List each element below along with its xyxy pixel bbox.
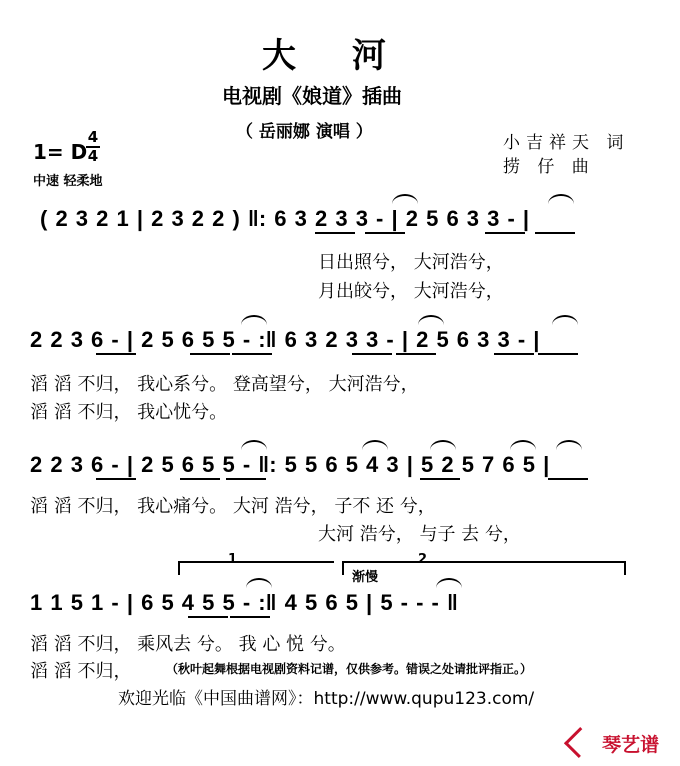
lyricist-credit: 小吉祥天 词 xyxy=(503,133,630,153)
tie-arc xyxy=(548,194,574,204)
beam-underline xyxy=(190,353,230,355)
key-signature: 1= D xyxy=(33,140,88,164)
staff-line-2-lyrics-1: 滔 滔 不归， 我心系兮。 登高望兮， 大河浩兮， xyxy=(30,374,419,395)
beam-underline xyxy=(180,478,220,480)
logo-text: 琴艺谱 xyxy=(602,734,660,756)
ritardando-marking: 渐慢 xyxy=(352,570,379,585)
staff-line-1-notes: ( 2 3 2 1 | 2 3 2 2 ) ‖: 6 3 2 3 3 - | 2 5 6 3 3 - | xyxy=(40,206,530,231)
volta-2-start xyxy=(342,561,344,575)
tie-arc xyxy=(362,440,388,450)
staff-line-3-lyrics-1: 滔 滔 不归， 我心痛兮。 大河 浩兮， 子不 还 兮， xyxy=(30,496,436,517)
beam-underline xyxy=(230,616,270,618)
tie-arc xyxy=(241,440,267,450)
tie-arc xyxy=(418,315,444,325)
logo-icon xyxy=(564,727,595,758)
beam-underline xyxy=(485,232,525,234)
song-title: 大 河 xyxy=(262,36,408,76)
time-top: 4 xyxy=(87,128,99,146)
beam-underline xyxy=(535,232,575,234)
volta-1-line xyxy=(178,561,334,563)
beam-underline xyxy=(548,478,588,480)
staff-line-4-lyrics-1: 滔 滔 不归， 乘风去 兮。 我 心 悦 兮。 xyxy=(30,634,346,655)
beam-underline xyxy=(365,232,405,234)
volta-2-end xyxy=(624,561,626,575)
beam-underline xyxy=(96,478,136,480)
song-subtitle: 电视剧《娘道》插曲 xyxy=(222,84,402,108)
beam-underline xyxy=(538,353,578,355)
tie-arc xyxy=(510,440,536,450)
volta-1-start xyxy=(178,561,180,575)
beam-underline xyxy=(494,353,534,355)
footnote: （秋叶起舞根据电视剧资料记谱，仅供参考。错误之处请批评指正。） xyxy=(166,662,533,676)
tempo-marking: 中速 轻柔地 xyxy=(33,174,103,189)
tie-arc xyxy=(246,578,272,588)
tie-arc xyxy=(436,578,462,588)
beam-underline xyxy=(420,478,460,480)
brand-logo xyxy=(568,730,659,757)
volta-1-label: 1 xyxy=(228,552,238,567)
tie-arc xyxy=(430,440,456,450)
staff-line-3-lyrics-2: 大河 浩兮， 与子 去 兮， xyxy=(318,524,521,545)
tie-arc xyxy=(241,315,267,325)
beam-underline xyxy=(315,232,355,234)
beam-underline xyxy=(396,353,436,355)
volta-2-label: 2 xyxy=(418,552,428,567)
composer-credit: 捞 仔 曲 xyxy=(503,157,595,177)
site-banner: 欢迎光临《中国曲谱网》：http://www.qupu123.com/ xyxy=(118,689,535,709)
singer-credit: （ 岳丽娜 演唱 ） xyxy=(236,122,373,142)
staff-line-2-notes: 2 2 3 6 - | 2 5 6 5 5 - :‖ 6 3 2 3 3 - | 2 5 6 3 3 - | xyxy=(30,327,540,352)
tie-arc xyxy=(392,194,418,204)
staff-line-2-lyrics-2: 滔 滔 不归， 我心忧兮。 xyxy=(30,402,228,423)
staff-line-4-lyrics-2: 滔 滔 不归， xyxy=(30,661,132,682)
staff-line-1-lyrics-2: 月出皎兮， 大河浩兮， xyxy=(318,281,504,302)
staff-line-1-lyrics-1: 日出照兮， 大河浩兮， xyxy=(318,252,504,273)
beam-underline xyxy=(226,478,266,480)
tie-arc xyxy=(556,440,582,450)
staff-line-3-notes: 2 2 3 6 - | 2 5 6 5 5 - ‖: 5 5 6 5 4 3 | 5 2 5 7 6 5 | xyxy=(30,452,550,477)
beam-underline xyxy=(352,353,392,355)
time-signature xyxy=(86,130,100,164)
volta-2-line xyxy=(342,561,624,563)
beam-underline xyxy=(188,616,228,618)
tie-arc xyxy=(552,315,578,325)
time-bottom: 4 xyxy=(87,147,99,165)
staff-line-4-notes: 1 1 5 1 - | 6 5 4 5 5 - :‖ 4 5 6 5 | 5 - - - ‖ xyxy=(30,590,458,615)
beam-underline xyxy=(232,353,272,355)
beam-underline xyxy=(96,353,136,355)
